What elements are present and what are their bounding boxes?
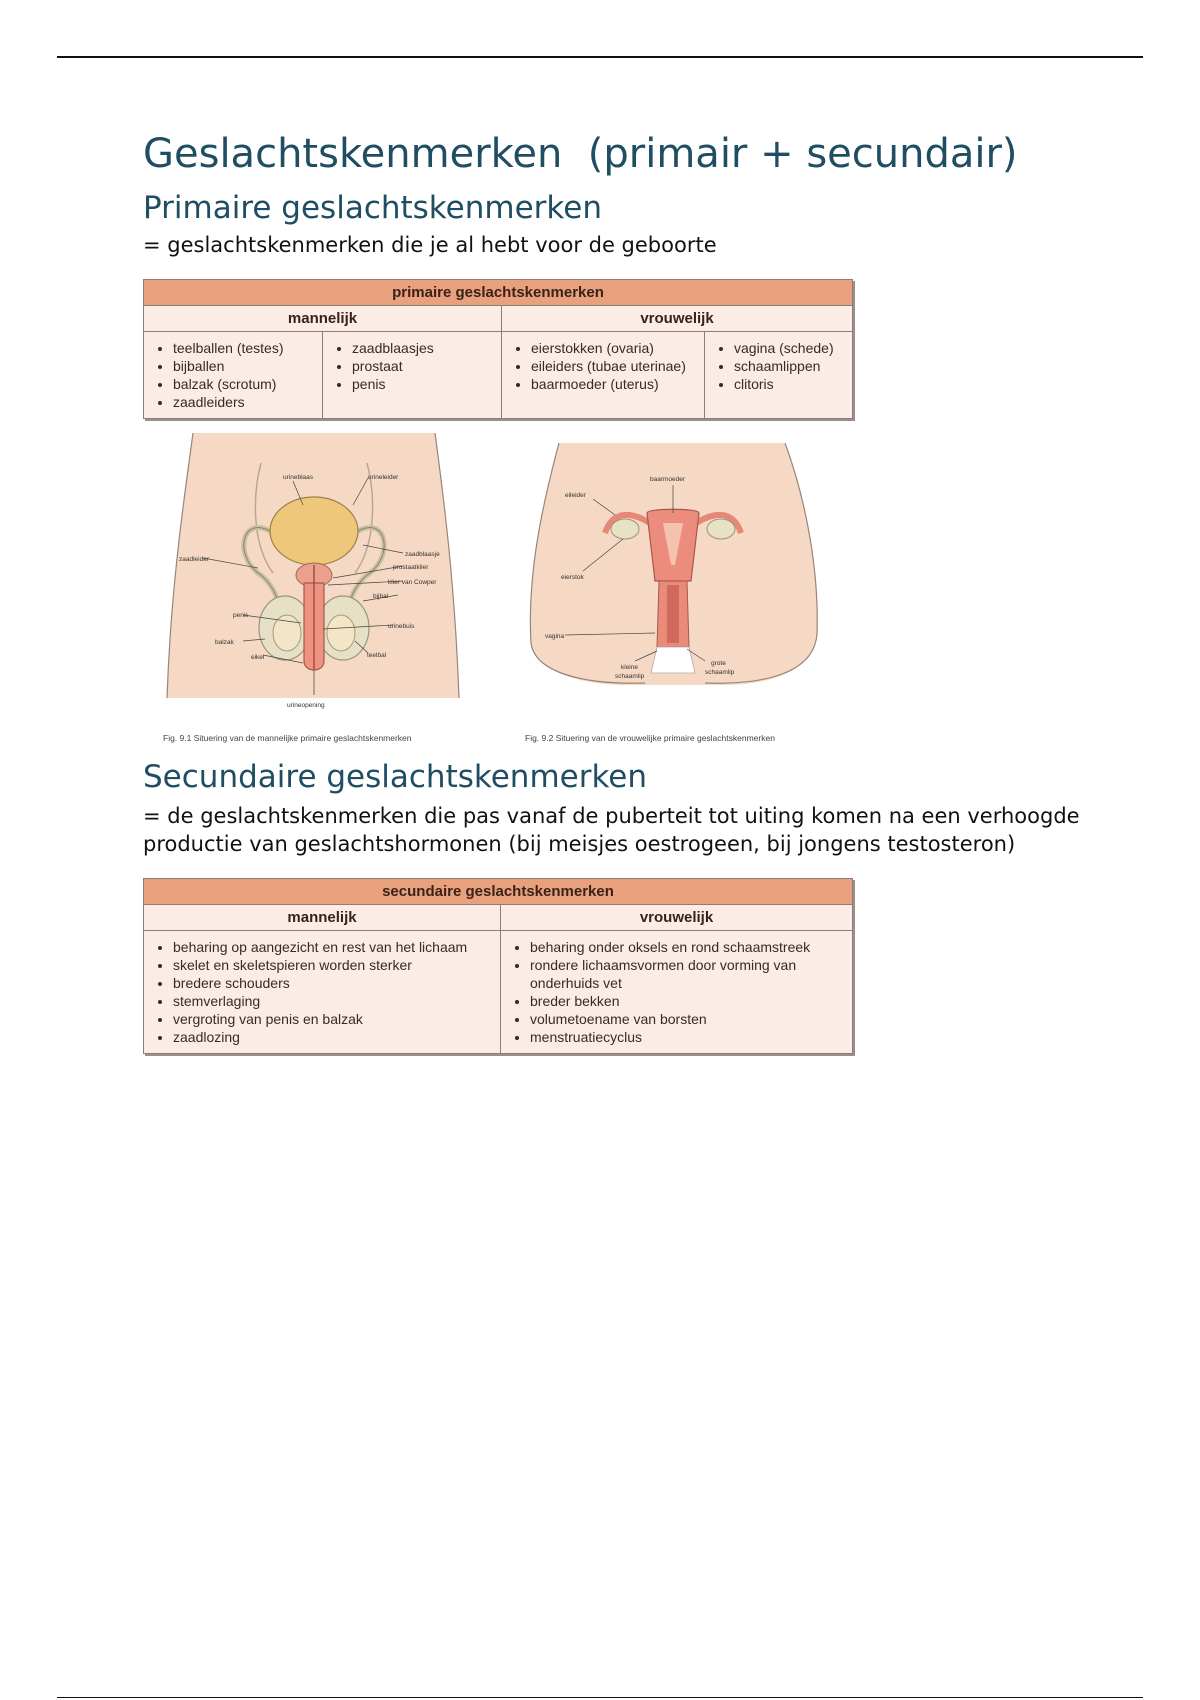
- list-item: • stemverlaging: [173, 992, 493, 1010]
- list-item: • schaamlippen: [734, 357, 845, 375]
- anatomy-figures: [143, 433, 853, 743]
- label-eileider: eileider: [565, 492, 586, 500]
- label-schaamlip-kleine: schaamlip: [615, 673, 645, 681]
- label-vagina: vagina: [545, 633, 565, 641]
- top-rule: [57, 56, 1143, 58]
- list-item: • eileiders (tubae uterinae): [531, 357, 697, 375]
- list-item: • balzak (scrotum): [173, 375, 315, 393]
- label-teelbal: teelbal: [367, 652, 387, 660]
- label-balzak: balzak: [215, 639, 234, 647]
- list-item: • baarmoeder (uterus): [531, 375, 697, 393]
- primary-col-female: vrouwelijk: [502, 306, 853, 332]
- list-item: • bijballen: [173, 357, 315, 375]
- list-item: • beharing onder oksels en rond schaamstreek: [530, 938, 845, 956]
- label-zaadblaasje: zaadblaasje: [405, 551, 440, 559]
- list-item: • volumetoename van borsten: [530, 1010, 845, 1028]
- primary-male-cell-b: [323, 332, 502, 419]
- list-item: • teelballen (testes): [173, 339, 315, 357]
- list-item: • beharing op aangezicht en rest van het lichaam: [173, 938, 493, 956]
- list-item: • vergroting van penis en balzak: [173, 1010, 493, 1028]
- label-bijbal: bijbal: [373, 593, 389, 601]
- label-urineleider: urineleider: [368, 474, 399, 482]
- list-item: • breder bekken: [530, 992, 845, 1010]
- secondary-female-cell: [501, 931, 853, 1054]
- male-figure-caption: Fig. 9.1 Situering van de mannelijke primaire geslachtskenmerken: [163, 733, 412, 744]
- secondary-definition: = de geslachtskenmerken die pas vanaf de puberteit tot uiting komen na een verhoogde productie van geslachtshormonen (bij meisjes oestrogeen, bij jongens testosteron): [143, 804, 1080, 857]
- list-item: • rondere lichaamsvormen door vorming van onderhuids vet: [530, 956, 845, 992]
- label-eikel: eikel: [251, 654, 265, 662]
- list-item: • zaadblaasjes: [352, 339, 494, 357]
- secondary-table-caption: secundaire geslachtskenmerken: [144, 879, 853, 905]
- primary-col-male: mannelijk: [144, 306, 502, 332]
- list-item: • skelet en skeletspieren worden sterker: [173, 956, 493, 974]
- list-item: • zaadleiders: [173, 393, 315, 411]
- label-eierstok: eierstok: [561, 574, 584, 582]
- label-urineopening: urineopening: [287, 702, 325, 710]
- primary-definition: = geslachtskenmerken die je al hebt voor de geboorte: [143, 233, 717, 258]
- primary-female-cell-a: [502, 332, 705, 419]
- page-content: [143, 130, 1083, 1054]
- list-item: • eierstokken (ovaria): [531, 339, 697, 357]
- label-baarmoeder: baarmoeder: [650, 476, 686, 484]
- list-item: • zaadlozing: [173, 1028, 493, 1046]
- bottom-rule: [57, 1697, 1143, 1698]
- list-item: • penis: [352, 375, 494, 393]
- label-penis: penis: [233, 612, 249, 620]
- primary-female-cell-b: [705, 332, 853, 419]
- primary-male-cell-a: [144, 332, 323, 419]
- secondary-heading: Secundaire geslachtskenmerken: [143, 759, 648, 796]
- secondary-table: [143, 878, 853, 1054]
- label-schaamlip-grote: schaamlip: [705, 669, 735, 677]
- male-anatomy-illustration: [163, 433, 463, 723]
- female-figure-caption: Fig. 9.2 Situering van de vrouwelijke primaire geslachtskenmerken: [525, 733, 775, 744]
- label-urineblaas: urineblaas: [283, 474, 313, 482]
- female-anatomy-illustration: [525, 433, 825, 723]
- primary-heading: Primaire geslachtskenmerken: [143, 190, 602, 226]
- label-grote: grote: [711, 660, 726, 668]
- label-prostaatklier: prostaatklier: [393, 564, 429, 572]
- female-anatomy-figure: [525, 433, 825, 743]
- list-item: • menstruatiecyclus: [530, 1028, 845, 1046]
- male-anatomy-figure: [163, 433, 463, 743]
- list-item: • vagina (schede): [734, 339, 845, 357]
- secondary-col-female: vrouwelijk: [501, 905, 853, 931]
- list-item: • clitoris: [734, 375, 845, 393]
- secondary-col-male: mannelijk: [144, 905, 501, 931]
- label-klier-cowper: klier van Cowper: [388, 579, 437, 587]
- primary-table: [143, 279, 853, 419]
- secondary-male-cell: [144, 931, 501, 1054]
- label-urinebuis: urinebuis: [388, 623, 415, 631]
- list-item: • prostaat: [352, 357, 494, 375]
- page-title: Geslachtskenmerken (primair + secundair): [143, 131, 1018, 177]
- primary-table-caption: primaire geslachtskenmerken: [144, 280, 853, 306]
- label-zaadleider: zaadleider: [179, 556, 209, 564]
- list-item: • bredere schouders: [173, 974, 493, 992]
- label-kleine: kleine: [621, 664, 638, 672]
